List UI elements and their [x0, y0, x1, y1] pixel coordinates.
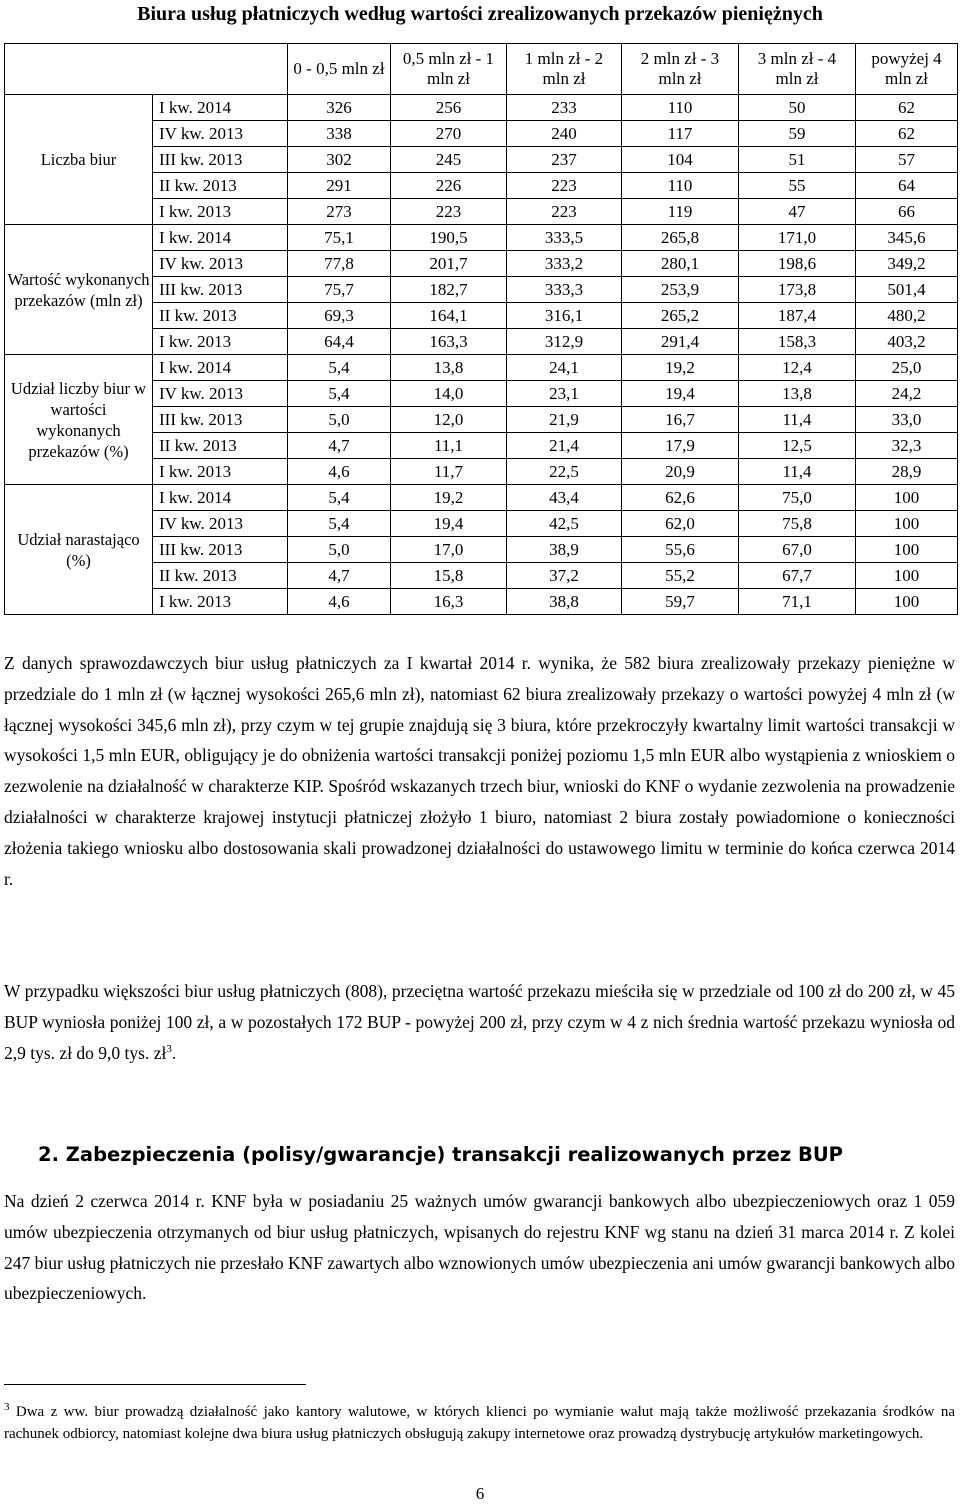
value-cell: 67,7: [739, 563, 856, 589]
value-cell: 42,5: [507, 511, 622, 537]
footnote-reference: 3: [166, 1042, 172, 1055]
paragraph-text: W przypadku większości biur usług płatniczych (808), przeciętna wartość przekazu mieściła się w przedziale od 100 zł do 200 zł, w 45 BUP wyniosła poniżej 100 zł, a w pozostałych 172 BUP - powyżej 200 zł, przy czym w 4 z nich średnia wartość przekazu wyniosła od 2,9 tys. zł do 9,0 tys. zł: [4, 981, 955, 1063]
value-cell: 43,4: [507, 485, 622, 511]
value-cell: 13,8: [739, 381, 856, 407]
column-header: powyżej 4 mln zł: [856, 44, 958, 95]
period-cell: III kw. 2013: [153, 537, 288, 563]
value-cell: 291,4: [622, 329, 739, 355]
value-cell: 19,2: [391, 485, 507, 511]
value-cell: 501,4: [856, 277, 958, 303]
period-cell: III kw. 2013: [153, 277, 288, 303]
value-cell: 5,4: [288, 511, 391, 537]
value-cell: 5,4: [288, 355, 391, 381]
value-cell: 66: [856, 199, 958, 225]
value-cell: 4,7: [288, 563, 391, 589]
value-cell: 100: [856, 511, 958, 537]
value-cell: 20,9: [622, 459, 739, 485]
value-cell: 67,0: [739, 537, 856, 563]
value-cell: 326: [288, 95, 391, 121]
value-cell: 75,7: [288, 277, 391, 303]
value-cell: 25,0: [856, 355, 958, 381]
period-cell: IV kw. 2013: [153, 381, 288, 407]
value-cell: 32,3: [856, 433, 958, 459]
value-cell: 163,3: [391, 329, 507, 355]
value-cell: 16,7: [622, 407, 739, 433]
value-cell: 265,8: [622, 225, 739, 251]
value-cell: 19,4: [391, 511, 507, 537]
section-heading: 2. Zabezpieczenia (polisy/gwarancje) transakcji realizowanych przez BUP: [38, 1143, 843, 1166]
paragraph-guarantees: Na dzień 2 czerwca 2014 r. KNF była w posiadaniu 25 ważnych umów gwarancji bankowych albo ubezpieczeniowych oraz 1 059 umów ubezpieczenia otrzymanych od biur usług płatniczych, wpisanych do rejestru KNF wg stanu na dzień 31 marca 2014 r. Z kolei 247 biur usług płatniczych nie przesłało KNF zawartych albo wznowionych umów ubezpieczenia ani umów gwarancji bankowych albo ubezpieczeniowych.: [4, 1191, 955, 1304]
value-cell: 59: [739, 121, 856, 147]
value-cell: 245: [391, 147, 507, 173]
value-cell: 4,7: [288, 433, 391, 459]
header-empty-cell: [5, 44, 288, 95]
period-cell: I kw. 2014: [153, 485, 288, 511]
period-cell: II kw. 2013: [153, 173, 288, 199]
value-cell: 158,3: [739, 329, 856, 355]
value-cell: 13,8: [391, 355, 507, 381]
value-cell: 14,0: [391, 381, 507, 407]
value-cell: 100: [856, 563, 958, 589]
value-cell: 201,7: [391, 251, 507, 277]
period-cell: IV kw. 2013: [153, 121, 288, 147]
value-cell: 38,8: [507, 589, 622, 615]
value-cell: 71,1: [739, 589, 856, 615]
value-cell: 171,0: [739, 225, 856, 251]
value-cell: 223: [507, 199, 622, 225]
footnote-divider: [4, 1384, 306, 1385]
value-cell: 47: [739, 199, 856, 225]
value-cell: 5,0: [288, 407, 391, 433]
period-cell: I kw. 2014: [153, 95, 288, 121]
value-cell: 333,2: [507, 251, 622, 277]
value-cell: 164,1: [391, 303, 507, 329]
value-cell: 253,9: [622, 277, 739, 303]
paragraph-average-value: [4, 976, 955, 1068]
value-cell: 403,2: [856, 329, 958, 355]
period-cell: II kw. 2013: [153, 563, 288, 589]
table-header-row: [5, 44, 958, 95]
value-cell: 480,2: [856, 303, 958, 329]
value-cell: 110: [622, 173, 739, 199]
value-cell: 4,6: [288, 459, 391, 485]
row-group-label: Wartość wykonanych przekazów (mln zł): [5, 225, 153, 355]
value-cell: 77,8: [288, 251, 391, 277]
row-group-label: Liczba biur: [5, 95, 153, 225]
value-cell: 23,1: [507, 381, 622, 407]
value-cell: 338: [288, 121, 391, 147]
column-header: 2 mln zł - 3 mln zł: [622, 44, 739, 95]
value-cell: 59,7: [622, 589, 739, 615]
value-cell: 21,9: [507, 407, 622, 433]
column-header: 1 mln zł - 2 mln zł: [507, 44, 622, 95]
payment-offices-table: [4, 43, 958, 615]
period-cell: II kw. 2013: [153, 303, 288, 329]
row-group-label: Udział narastająco (%): [5, 485, 153, 615]
value-cell: 223: [507, 173, 622, 199]
period-cell: I kw. 2013: [153, 199, 288, 225]
value-cell: 12,0: [391, 407, 507, 433]
value-cell: 64: [856, 173, 958, 199]
value-cell: 28,9: [856, 459, 958, 485]
value-cell: 256: [391, 95, 507, 121]
value-cell: 55,6: [622, 537, 739, 563]
value-cell: 187,4: [739, 303, 856, 329]
value-cell: 100: [856, 589, 958, 615]
value-cell: 38,9: [507, 537, 622, 563]
column-header: 3 mln zł - 4 mln zł: [739, 44, 856, 95]
footnote-mark: 3: [4, 1401, 10, 1413]
table-row: [5, 225, 958, 251]
value-cell: 270: [391, 121, 507, 147]
value-cell: 240: [507, 121, 622, 147]
value-cell: 190,5: [391, 225, 507, 251]
value-cell: 173,8: [739, 277, 856, 303]
value-cell: 17,0: [391, 537, 507, 563]
table-row: [5, 485, 958, 511]
value-cell: 37,2: [507, 563, 622, 589]
column-header: 0,5 mln zł - 1 mln zł: [391, 44, 507, 95]
value-cell: 265,2: [622, 303, 739, 329]
period-cell: IV kw. 2013: [153, 251, 288, 277]
value-cell: 16,3: [391, 589, 507, 615]
value-cell: 55,2: [622, 563, 739, 589]
value-cell: 22,5: [507, 459, 622, 485]
value-cell: 57: [856, 147, 958, 173]
value-cell: 75,1: [288, 225, 391, 251]
value-cell: 312,9: [507, 329, 622, 355]
period-cell: I kw. 2014: [153, 355, 288, 381]
value-cell: 4,6: [288, 589, 391, 615]
value-cell: 24,1: [507, 355, 622, 381]
value-cell: 280,1: [622, 251, 739, 277]
value-cell: 64,4: [288, 329, 391, 355]
value-cell: 11,1: [391, 433, 507, 459]
period-cell: III kw. 2013: [153, 407, 288, 433]
value-cell: 316,1: [507, 303, 622, 329]
value-cell: 5,0: [288, 537, 391, 563]
value-cell: 15,8: [391, 563, 507, 589]
value-cell: 12,5: [739, 433, 856, 459]
value-cell: 223: [391, 199, 507, 225]
period-cell: IV kw. 2013: [153, 511, 288, 537]
page-number: 6: [475, 1484, 485, 1503]
value-cell: 62: [856, 95, 958, 121]
row-group-label: Udział liczby biur w wartości wykonanych przekazów (%): [5, 355, 153, 485]
value-cell: 237: [507, 147, 622, 173]
value-cell: 198,6: [739, 251, 856, 277]
value-cell: 69,3: [288, 303, 391, 329]
value-cell: 333,5: [507, 225, 622, 251]
value-cell: 11,4: [739, 407, 856, 433]
footnote: [4, 1402, 955, 1445]
period-cell: I kw. 2014: [153, 225, 288, 251]
value-cell: 62,0: [622, 511, 739, 537]
value-cell: 51: [739, 147, 856, 173]
value-cell: 75,8: [739, 511, 856, 537]
footnote-text: Dwa z ww. biur prowadzą działalność jako kantory walutowe, w których klienci po wymianie walut mają także możliwość przekazania środków na rachunek odbiorcy, natomiast kolejne dwa biura usług płatniczych obsługują zakupy internetowe oraz prowadzą dystrybucję artykułów marketingowych.: [4, 1404, 955, 1442]
table-row: [5, 95, 958, 121]
value-cell: 12,4: [739, 355, 856, 381]
value-cell: 5,4: [288, 485, 391, 511]
table-row: [5, 355, 958, 381]
value-cell: 62: [856, 121, 958, 147]
value-cell: 119: [622, 199, 739, 225]
value-cell: 19,2: [622, 355, 739, 381]
value-cell: 50: [739, 95, 856, 121]
value-cell: 55: [739, 173, 856, 199]
value-cell: 333,3: [507, 277, 622, 303]
value-cell: 19,4: [622, 381, 739, 407]
period-cell: III kw. 2013: [153, 147, 288, 173]
period-cell: I kw. 2013: [153, 459, 288, 485]
value-cell: 226: [391, 173, 507, 199]
value-cell: 75,0: [739, 485, 856, 511]
value-cell: 110: [622, 95, 739, 121]
value-cell: 62,6: [622, 485, 739, 511]
value-cell: 302: [288, 147, 391, 173]
value-cell: 345,6: [856, 225, 958, 251]
table-title: Biura usług płatniczych według wartości zrealizowanych przekazów pieniężnych: [137, 3, 823, 25]
period-cell: II kw. 2013: [153, 433, 288, 459]
value-cell: 100: [856, 537, 958, 563]
value-cell: 11,4: [739, 459, 856, 485]
value-cell: 33,0: [856, 407, 958, 433]
value-cell: 233: [507, 95, 622, 121]
period-cell: I kw. 2013: [153, 589, 288, 615]
paragraph-quarter-summary: Z danych sprawozdawczych biur usług płatniczych za I kwartał 2014 r. wynika, że 582 biura zrealizowały przekazy pieniężne w przedziale do 1 mln zł (w łącznej wysokości 265,6 mln zł), natomiast 62 biura zrealizowały przekazy o wartości powyżej 4 mln zł (w łącznej wysokości 345,6 mln zł), przy czym w tej grupie znajdują się 3 biura, które przekroczyły kwartalny limit wartości transakcji w wysokości 1,5 mln EUR, obligujący je do obniżenia wartości transakcji poniżej poziomu 1,5 mln EUR albo wystąpienia z wnioskiem o zezwolenie na działalność w charakterze KIP. Spośród wskazanych trzech biur, wnioski do KNF o wydanie zezwolenia na prowadzenie działalności w charakterze krajowej instytucji płatniczej złożyło 1 biuro, natomiast 2 biura zostały powiadomione o konieczności złożenia takiego wniosku albo dostosowania skali prowadzonej działalności do ustawowego limitu w terminie do końca czerwca 2014 r.: [4, 653, 955, 889]
value-cell: 117: [622, 121, 739, 147]
value-cell: 291: [288, 173, 391, 199]
paragraph-end: .: [171, 1042, 177, 1063]
value-cell: 273: [288, 199, 391, 225]
value-cell: 349,2: [856, 251, 958, 277]
column-header: 0 - 0,5 mln zł: [288, 44, 391, 95]
value-cell: 17,9: [622, 433, 739, 459]
value-cell: 21,4: [507, 433, 622, 459]
value-cell: 11,7: [391, 459, 507, 485]
period-cell: I kw. 2013: [153, 329, 288, 355]
value-cell: 5,4: [288, 381, 391, 407]
value-cell: 24,2: [856, 381, 958, 407]
value-cell: 182,7: [391, 277, 507, 303]
value-cell: 100: [856, 485, 958, 511]
value-cell: 104: [622, 147, 739, 173]
